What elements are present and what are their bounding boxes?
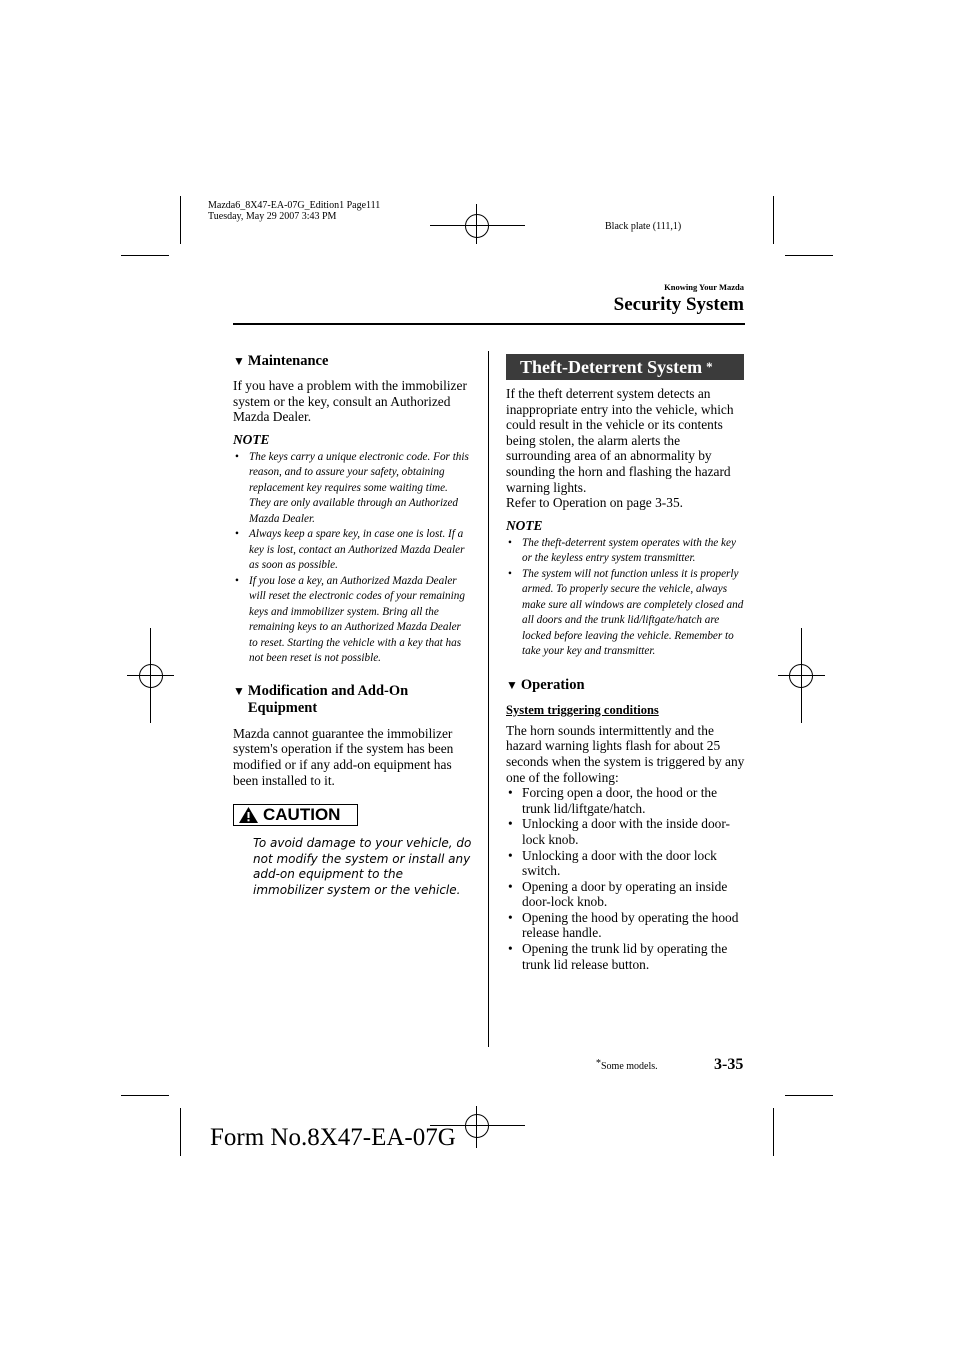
- modification-heading: ▼ Modification and Add-On Equipment: [233, 682, 409, 716]
- triangle-down-icon: ▼: [233, 354, 245, 368]
- print-meta-line1: Mazda6_8X47-EA-07G_Edition1 Page111: [208, 200, 381, 211]
- page-title: Security System: [613, 294, 744, 315]
- operation-heading: ▼ Operation: [506, 676, 585, 693]
- modification-body: Mazda cannot guarantee the immobilizer system's operation if the system has been modified or if any add-on equipment has been installed to it.: [233, 725, 454, 788]
- list-item: • The theft-deterrent system operates with the key or the keyless entry system transmitter.: [506, 536, 746, 567]
- list-item: • Opening the trunk lid by operating the trunk lid release button.: [506, 941, 746, 972]
- operation-body: The horn sounds intermittently and the hazard warning lights flash for about 25 seconds when the system is triggered by any one of the following:: [506, 722, 745, 785]
- section-label: Knowing Your Mazda: [664, 282, 744, 292]
- plate-label: Black plate (111,1): [605, 221, 682, 232]
- maintenance-body: If you have a problem with the immobilizer system or the key, consult an Authorized Mazda Dealer.: [233, 378, 467, 425]
- triggering-conditions-heading: System triggering conditions: [506, 702, 659, 717]
- maintenance-note-label: NOTE: [233, 431, 270, 447]
- maintenance-notes: [233, 450, 471, 667]
- banner-title: Theft-Deterrent System: [520, 356, 703, 377]
- print-metadata: [208, 200, 380, 222]
- theft-deterrent-banner: [506, 354, 744, 380]
- list-item: • The system will not function unless it is properly armed. To properly secure the vehicle, always make sure all windows are completely closed and all doors and the trunk lid/liftgate/hatch are locked before leaving the vehicle. Remember to take your key and transmitter.: [506, 567, 746, 660]
- list-item: • Forcing open a door, the hood or the trunk lid/liftgate/hatch.: [506, 785, 746, 816]
- triggering-conditions-list: [506, 785, 746, 972]
- maintenance-heading: ▼ Maintenance: [233, 353, 329, 369]
- list-item: • Opening the hood by operating the hood release handle.: [506, 910, 746, 941]
- footnote: [596, 1058, 658, 1072]
- list-item: • If you lose a key, an Authorized Mazda Dealer will reset the electronic codes of your remaining keys and immobilizer system. Bring all the remaining keys to an Authorized Mazda Dealer to reset. Starting the vehicle with a key that has not been reset is not possible.: [233, 574, 471, 667]
- list-item: • Unlocking a door with the door lock switch.: [506, 848, 746, 879]
- triangle-down-icon: ▼: [233, 683, 245, 698]
- caution-text: To avoid damage to your vehicle, do not modify the system or install any add-on equipment to the immobilizer system or the vehicle.: [253, 836, 472, 897]
- caution-box: [233, 804, 358, 826]
- list-item: • Always keep a spare key, in case one is lost. If a key is lost, contact an Authorized Mazda Dealer as soon as possible.: [233, 527, 471, 574]
- form-number: Form No.8X47-EA-07G: [210, 1124, 456, 1151]
- list-item: • The keys carry a unique electronic code. For this reason, and to assure your safety, obtaining replacement key requires some waiting time. They are only available through an Authorized Mazda Dealer.: [233, 450, 471, 528]
- left-column: [233, 353, 471, 899]
- list-item: • Unlocking a door with the inside door-lock knob.: [506, 816, 746, 847]
- print-meta-line2: Tuesday, May 29 2007 3:43 PM: [208, 211, 337, 222]
- page-number: 3-35: [714, 1056, 744, 1073]
- list-item: • Opening a door by operating an inside door-lock knob.: [506, 879, 746, 910]
- caution-label: CAUTION: [263, 805, 341, 825]
- triangle-down-icon: ▼: [506, 677, 518, 692]
- asterisk-icon: *: [706, 359, 713, 374]
- theft-intro: If the theft deterrent system detects an inappropriate entry into the vehicle, which could result in the vehicle or its contents being stolen, the alarm alerts the surrounding area of an abnormality by sounding the horn and flashing the hazard warning lights.: [506, 386, 734, 495]
- asterisk-icon: *: [596, 1058, 601, 1069]
- theft-notes: [506, 536, 746, 660]
- column-divider: [488, 351, 489, 1047]
- header-rule: [233, 323, 745, 325]
- warning-icon: [238, 806, 259, 824]
- right-column: [506, 354, 746, 972]
- refer-text: Refer to Operation on page 3-35.: [506, 495, 683, 511]
- footnote-text: Some models.: [601, 1061, 658, 1072]
- theft-note-label: NOTE: [506, 517, 543, 533]
